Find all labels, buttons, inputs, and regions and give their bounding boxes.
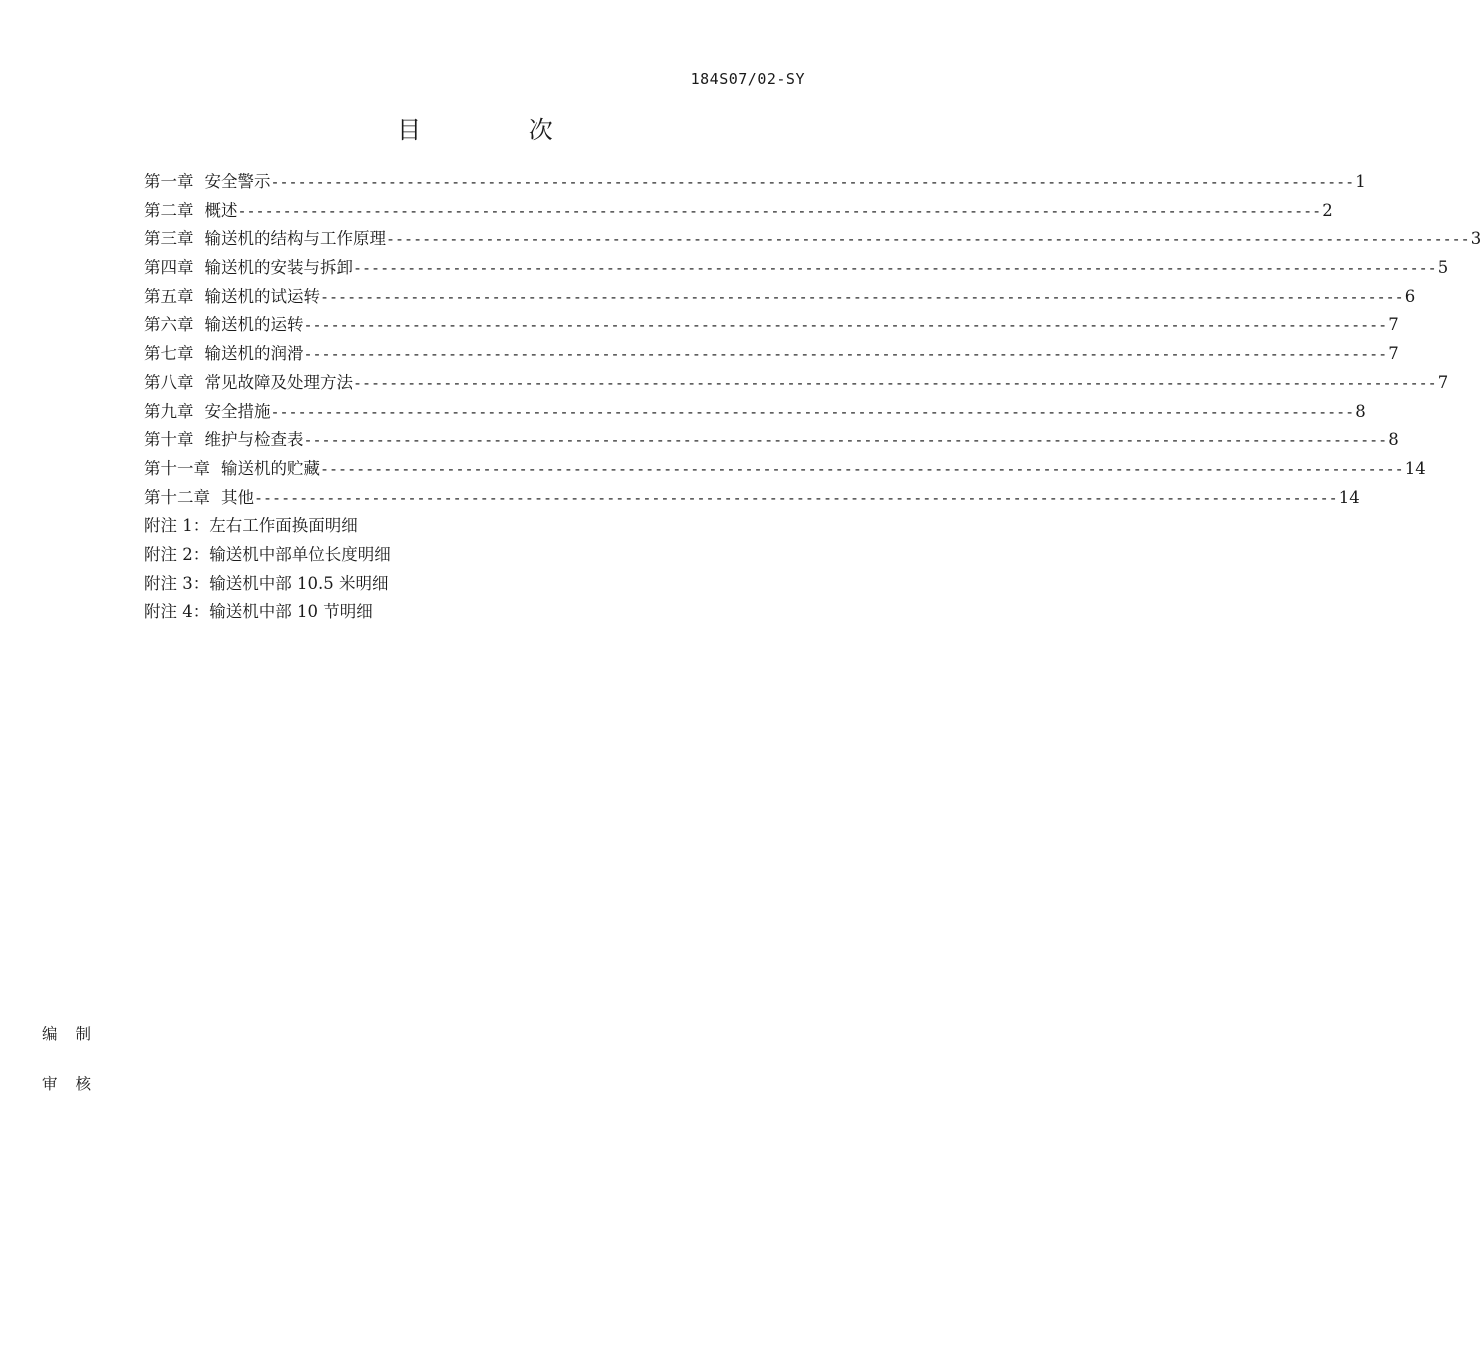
page-title: 目 次 xyxy=(397,116,603,144)
toc-dash-leader: ------------------------------------------------------------------------------------------------------------------------ xyxy=(353,373,1437,392)
compiled-by-label: 编制 xyxy=(42,1025,110,1043)
toc-chapter-title: 输送机的润滑 xyxy=(204,344,304,364)
toc-chapter-title: 常见故障及处理方法 xyxy=(204,372,353,392)
toc-entry[interactable] xyxy=(144,484,1360,513)
table-of-contents xyxy=(144,168,1481,627)
toc-chapter-title: 概述 xyxy=(204,200,238,220)
appendix-entry[interactable]: 附注 1：左右工作面换面明细 xyxy=(144,516,358,536)
toc-page-number: 5 xyxy=(1437,258,1449,278)
toc-chapter-number: 第八章 xyxy=(144,372,194,392)
appendix-entry[interactable]: 附注 4：输送机中部 10 节明细 xyxy=(144,602,373,622)
toc-page-number: 7 xyxy=(1388,344,1399,364)
toc-chapter-number: 第十二章 xyxy=(144,487,210,507)
toc-page-number: 3 xyxy=(1470,229,1481,249)
toc-chapter-number: 第十一章 xyxy=(144,458,210,478)
toc-dash-leader: ------------------------------------------------------------------------------------------------------------------------ xyxy=(237,201,1322,220)
toc-dash-leader: ------------------------------------------------------------------------------------------------------------------------ xyxy=(270,402,1355,421)
toc-entry[interactable] xyxy=(144,398,1366,427)
toc-entry[interactable] xyxy=(144,311,1399,340)
toc-chapter-number: 第五章 xyxy=(144,286,194,306)
toc-dash-leader: ------------------------------------------------------------------------------------------------------------------------ xyxy=(320,459,1404,478)
toc-page-number: 7 xyxy=(1388,315,1399,335)
toc-page-number: 8 xyxy=(1388,430,1399,450)
toc-dash-leader: ------------------------------------------------------------------------------------------------------------------------ xyxy=(386,230,1470,249)
toc-chapter-number: 第三章 xyxy=(144,229,194,249)
toc-chapter-number: 第九章 xyxy=(144,401,194,421)
toc-chapter-title: 输送机的结构与工作原理 xyxy=(204,229,386,249)
toc-chapter-number: 第十章 xyxy=(144,430,194,450)
toc-chapter-title: 输送机的安装与拆卸 xyxy=(204,258,353,278)
toc-page-number: 8 xyxy=(1355,401,1366,421)
toc-chapter-number: 第一章 xyxy=(144,172,194,191)
appendix-list xyxy=(144,512,805,627)
toc-entry[interactable] xyxy=(144,197,1333,226)
toc-entry[interactable] xyxy=(144,283,1416,312)
toc-dash-leader: ------------------------------------------------------------------------------------------------------------------------ xyxy=(270,173,1355,191)
toc-entry[interactable] xyxy=(144,225,1481,254)
toc-chapter-title: 安全措施 xyxy=(204,401,271,421)
toc-chapter-title: 输送机的贮藏 xyxy=(221,458,320,478)
toc-dash-leader: ------------------------------------------------------------------------------------------------------------------------ xyxy=(320,287,1404,306)
toc-entry[interactable] xyxy=(144,426,1399,455)
toc-chapter-title: 输送机的试运转 xyxy=(204,286,320,306)
document-code: 184S07/02-SY xyxy=(690,70,805,88)
toc-entry[interactable] xyxy=(144,168,1366,197)
toc-entry[interactable] xyxy=(144,254,1449,283)
toc-page-number: 7 xyxy=(1437,372,1449,392)
toc-chapter-number: 第六章 xyxy=(144,315,194,335)
toc-entry[interactable] xyxy=(144,340,1399,369)
appendix-entry[interactable]: 附注 3：输送机中部 10.5 米明细 xyxy=(144,573,389,593)
toc-chapter-title: 输送机的运转 xyxy=(204,315,304,335)
toc-chapter-title: 其他 xyxy=(221,487,254,507)
toc-chapter-number: 第二章 xyxy=(144,200,194,220)
toc-chapter-number: 第七章 xyxy=(144,344,194,364)
reviewed-by-label: 审核 xyxy=(42,1075,110,1093)
toc-dash-leader: ------------------------------------------------------------------------------------------------------------------------ xyxy=(303,431,1388,450)
toc-page-number: 1 xyxy=(1355,172,1366,191)
toc-page-number: 6 xyxy=(1404,286,1416,306)
toc-chapter-title: 安全警示 xyxy=(204,172,271,191)
toc-dash-leader: ------------------------------------------------------------------------------------------------------------------------ xyxy=(254,488,1338,507)
toc-entry[interactable] xyxy=(144,455,1426,484)
toc-chapter-title: 维护与检查表 xyxy=(204,430,304,450)
toc-page-number: 14 xyxy=(1404,458,1426,478)
toc-chapter-list xyxy=(144,168,1481,512)
toc-dash-leader: ------------------------------------------------------------------------------------------------------------------------ xyxy=(303,316,1388,335)
appendix-entry[interactable]: 附注 2：输送机中部单位长度明细 xyxy=(144,544,391,564)
toc-chapter-number: 第四章 xyxy=(144,258,194,278)
toc-dash-leader: ------------------------------------------------------------------------------------------------------------------------ xyxy=(353,259,1437,278)
toc-entry[interactable] xyxy=(144,369,1449,398)
toc-dash-leader: ------------------------------------------------------------------------------------------------------------------------ xyxy=(303,345,1388,364)
toc-page-number: 2 xyxy=(1322,200,1333,220)
toc-page-number: 14 xyxy=(1338,487,1360,507)
